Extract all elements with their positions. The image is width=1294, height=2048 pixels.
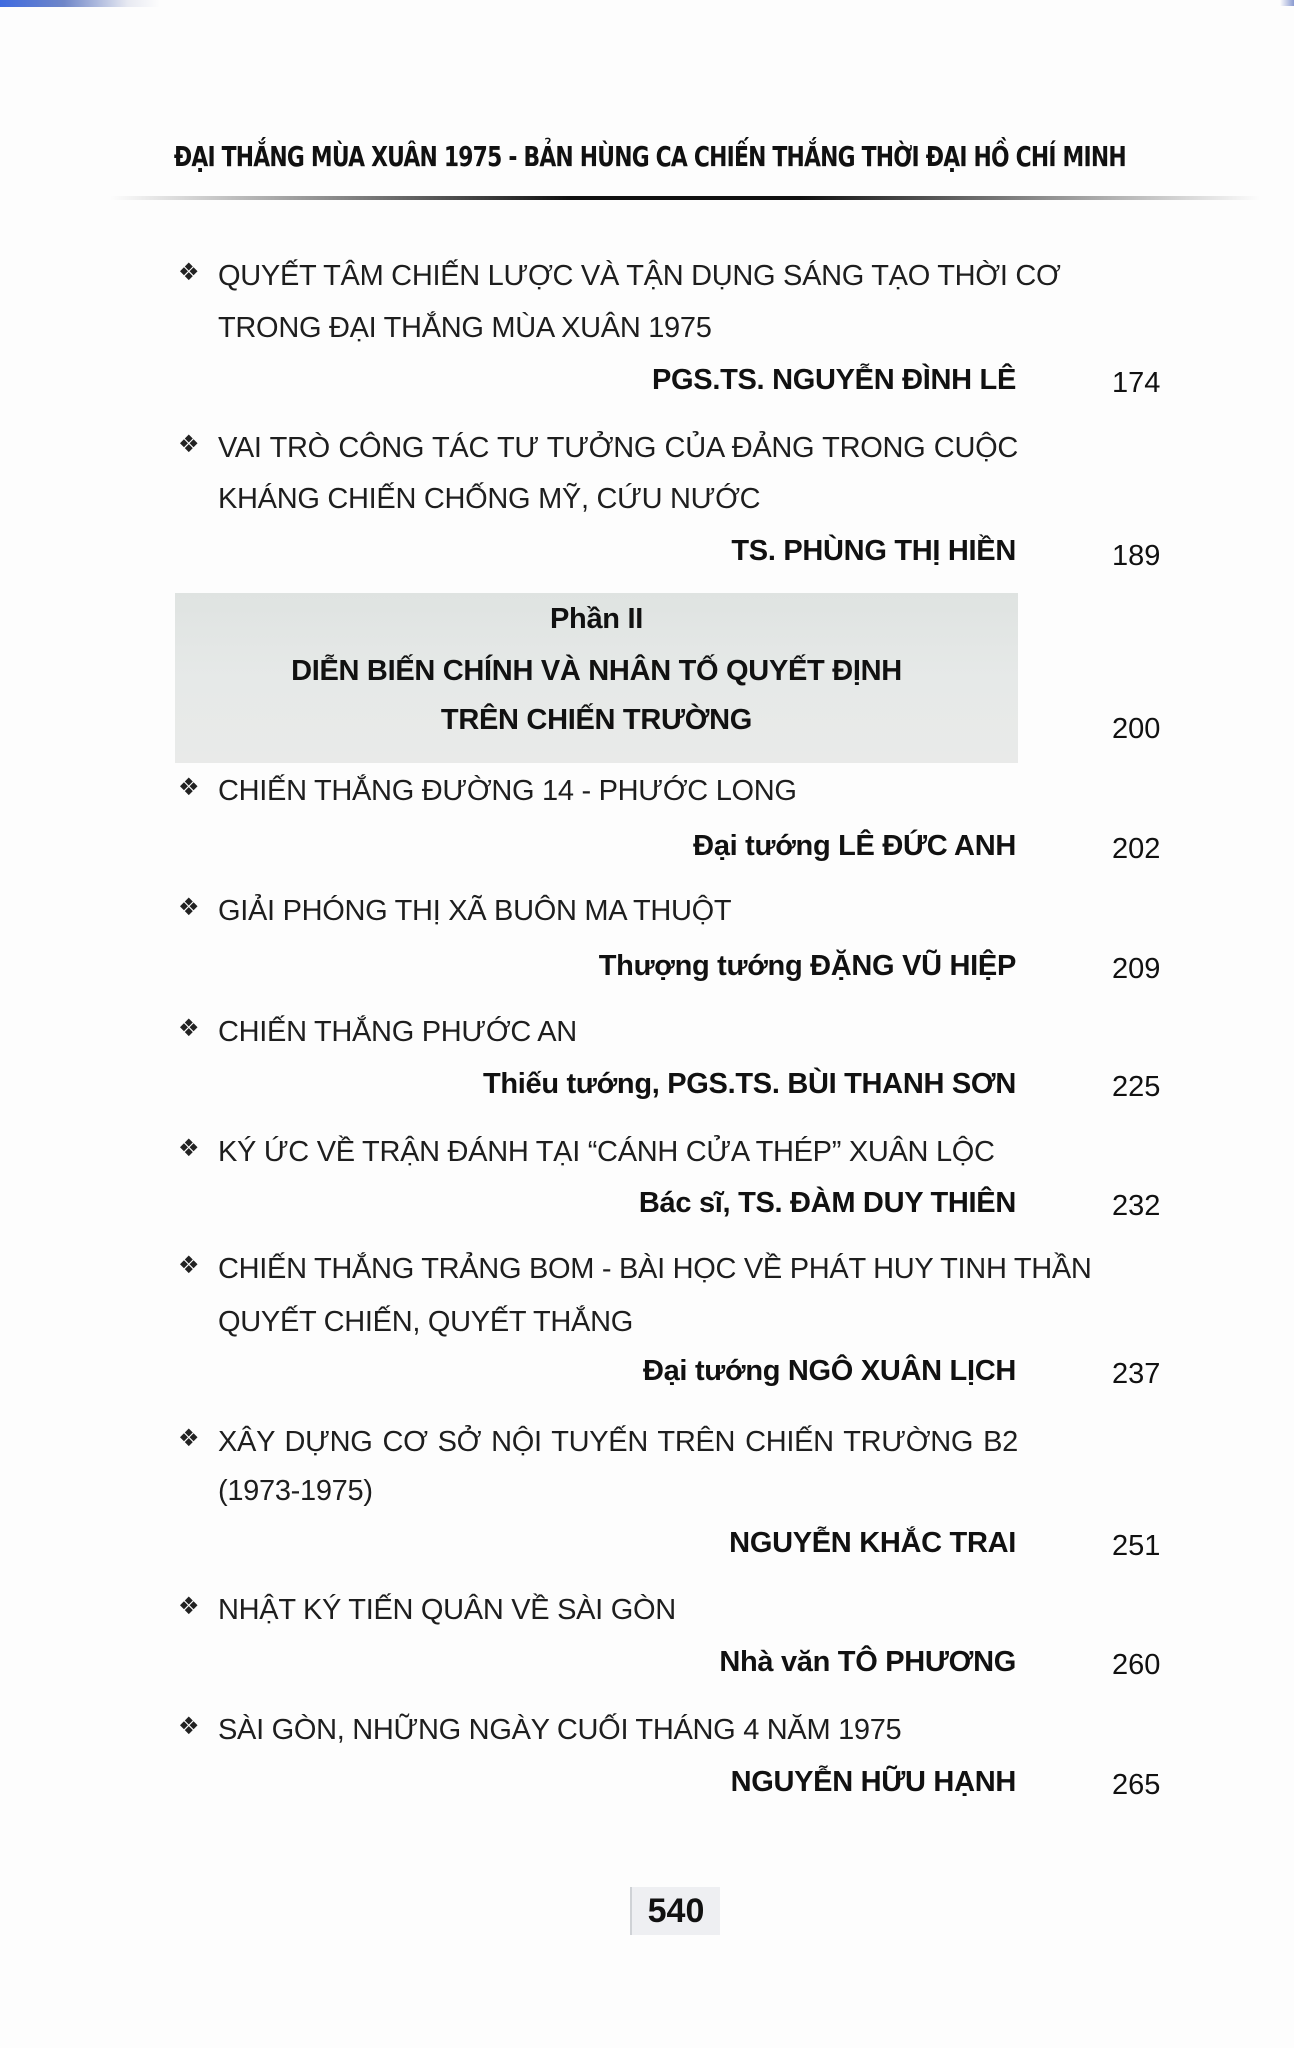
entry-page-number: 189: [1112, 540, 1161, 572]
entry-title-line: GIẢI PHÓNG THỊ XÃ BUÔN MA THUỘT: [218, 895, 732, 927]
bullet-icon: ❖: [178, 1712, 200, 1740]
bullet-icon: ❖: [178, 1014, 200, 1042]
running-head: ĐẠI THẮNG MÙA XUÂN 1975 - BẢN HÙNG CA CHIẾN THẮNG THỜI ĐẠI HỒ CHÍ MINH: [173, 140, 1126, 173]
entry-title-line: (1973-1975): [218, 1475, 373, 1507]
header-rule: [110, 196, 1260, 200]
scan-edge-artifact-right: [1280, 0, 1294, 6]
entry-author: NGUYỄN HỮU HẠNH: [730, 1766, 1016, 1798]
page-folio: 540: [630, 1887, 720, 1935]
bullet-icon: ❖: [178, 1592, 200, 1620]
part-page-number: 200: [1112, 713, 1161, 745]
entry-author: Bác sĩ, TS. ĐÀM DUY THIÊN: [638, 1187, 1016, 1219]
entry-author: Thiếu tướng, PGS.TS. BÙI THANH SƠN: [482, 1068, 1016, 1100]
part-title-line: TRÊN CHIẾN TRƯỜNG: [440, 704, 753, 736]
entry-title-line: VAI TRÒ CÔNG TÁC TƯ TƯỞNG CỦA ĐẢNG TRONG CUỘC: [218, 432, 1018, 464]
bullet-icon: ❖: [178, 430, 200, 458]
entry-author: Thượng tướng ĐẶNG VŨ HIỆP: [598, 950, 1016, 982]
scan-edge-artifact: [0, 0, 160, 7]
entry-page-number: 202: [1112, 833, 1161, 865]
entry-author: Đại tướng LÊ ĐỨC ANH: [693, 830, 1016, 862]
part-title-line: DIỄN BIẾN CHÍNH VÀ NHÂN TỐ QUYẾT ĐỊNH: [291, 655, 902, 687]
entry-page-number: 174: [1112, 367, 1161, 399]
entry-title-line: TRONG ĐẠI THẮNG MÙA XUÂN 1975: [218, 312, 712, 344]
entry-page-number: 225: [1112, 1071, 1161, 1103]
entry-author: Nhà văn TÔ PHƯƠNG: [719, 1646, 1016, 1678]
entry-page-number: 260: [1112, 1649, 1161, 1681]
bullet-icon: ❖: [178, 1134, 200, 1162]
entry-page-number: 237: [1112, 1358, 1161, 1390]
entry-title-line: XÂY DỰNG CƠ SỞ NỘI TUYẾN TRÊN CHIẾN TRƯỜNG B2: [218, 1426, 1018, 1458]
entry-title-line: KHÁNG CHIẾN CHỐNG MỸ, CỨU NƯỚC: [218, 483, 761, 515]
entry-author: NGUYỄN KHẮC TRAI: [729, 1527, 1016, 1559]
part-label: Phần II: [550, 603, 643, 635]
bullet-icon: ❖: [178, 1424, 200, 1452]
entry-title-line: QUYẾT CHIẾN, QUYẾT THẮNG: [218, 1306, 633, 1338]
entry-page-number: 251: [1112, 1530, 1161, 1562]
entry-page-number: 232: [1112, 1190, 1161, 1222]
bullet-icon: ❖: [178, 773, 200, 801]
entry-title-line: CHIẾN THẮNG ĐƯỜNG 14 - PHƯỚC LONG: [218, 775, 797, 807]
entry-title-line: KÝ ỨC VỀ TRẬN ĐÁNH TẠI “CÁNH CỬA THÉP” XUÂN LỘC: [218, 1136, 995, 1168]
bullet-icon: ❖: [178, 1251, 200, 1279]
entry-page-number: 265: [1112, 1769, 1161, 1801]
entry-page-number: 209: [1112, 953, 1161, 985]
entry-title-line: QUYẾT TÂM CHIẾN LƯỢC VÀ TẬN DỤNG SÁNG TẠO THỜI CƠ: [218, 260, 1061, 292]
entry-author: Đại tướng NGÔ XUÂN LỊCH: [642, 1355, 1016, 1387]
entry-title-line: SÀI GÒN, NHỮNG NGÀY CUỐI THÁNG 4 NĂM 1975: [218, 1714, 902, 1746]
entry-title-line: CHIẾN THẮNG PHƯỚC AN: [218, 1016, 577, 1048]
bullet-icon: ❖: [178, 893, 200, 921]
entry-author: TS. PHÙNG THỊ HIỀN: [731, 535, 1016, 567]
bullet-icon: ❖: [178, 258, 200, 286]
entry-author: PGS.TS. NGUYỄN ĐÌNH LÊ: [652, 364, 1016, 396]
entry-title-line: NHẬT KÝ TIẾN QUÂN VỀ SÀI GÒN: [218, 1594, 676, 1626]
entry-title-line: CHIẾN THẮNG TRẢNG BOM - BÀI HỌC VỀ PHÁT HUY TINH THẦN: [218, 1253, 1092, 1285]
